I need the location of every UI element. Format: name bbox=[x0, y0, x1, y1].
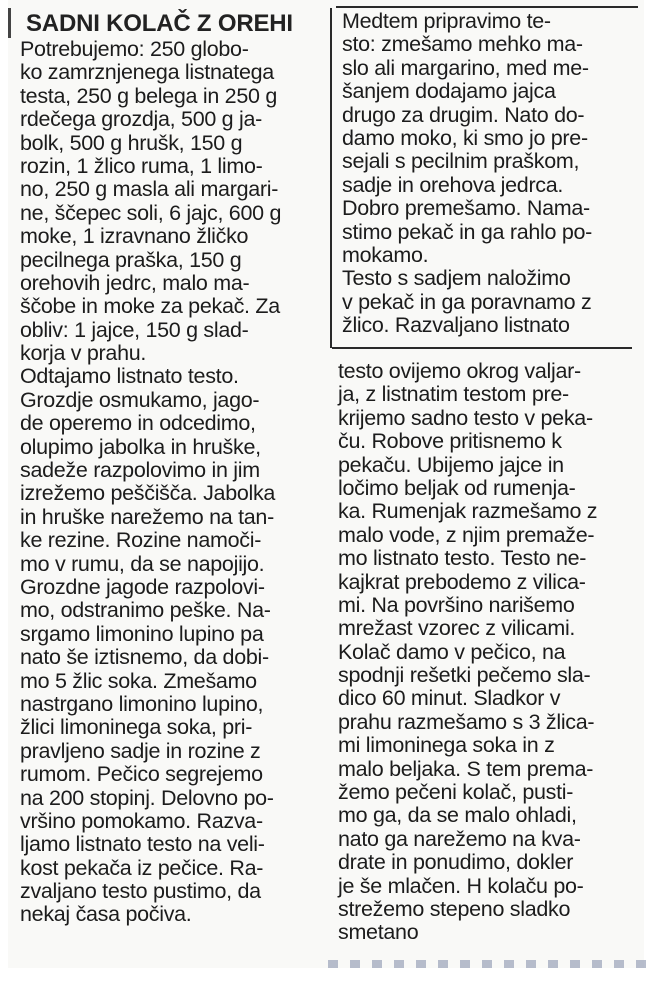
text-line: smetano bbox=[338, 920, 419, 945]
text-line: in hruške narežemo na tan- bbox=[20, 504, 274, 529]
text-line: rozin, 1 žlico ruma, 1 limo- bbox=[20, 153, 263, 178]
text-line: ja, z listnatim testom pre- bbox=[338, 382, 569, 407]
column-divider bbox=[330, 8, 332, 348]
text-line: de operemo in odcedimo, bbox=[20, 411, 256, 436]
text-line: testa, 250 g belega in 250 g bbox=[20, 83, 277, 108]
text-line: ne, ščepec soli, 6 jajc, 600 g bbox=[20, 200, 282, 225]
text-line: mo, odstranimo peške. Na- bbox=[20, 598, 271, 623]
text-line: pecilnega praška, 150 g bbox=[20, 247, 242, 272]
text-line: mokamo. bbox=[342, 242, 429, 267]
text-line: spodnji rešetki pečemo sla- bbox=[338, 663, 591, 688]
text-line: izrežemo peščišča. Jabolka bbox=[20, 481, 276, 506]
text-line: na 200 stopinj. Delovno po- bbox=[20, 785, 274, 810]
text-line: orehovih jedrc, malo ma- bbox=[20, 270, 250, 295]
text-line: Grozdne jagode razpolovi- bbox=[20, 574, 265, 599]
text-line: malo beljaka. S tem prema- bbox=[338, 756, 594, 781]
text-line: ko zamrznjenega listnatega bbox=[20, 60, 274, 85]
text-line: Kolač damo v pečico, na bbox=[338, 639, 566, 664]
text-line: mrežast vzorec z vilicami. bbox=[338, 616, 576, 641]
text-line: kost pekača iz pečice. Ra- bbox=[20, 855, 264, 880]
text-line: rdečega grozdja, 500 g ja- bbox=[20, 107, 263, 132]
text-line: nato ga narežemo na kva- bbox=[338, 826, 581, 851]
text-line: kajkrat prebodemo z vilica- bbox=[338, 569, 586, 594]
text-line: drate in ponudimo, dokler bbox=[338, 850, 574, 875]
text-line: sadeže razpolovimo in jim bbox=[20, 458, 260, 483]
text-line: olupimo jabolka in hruške, bbox=[20, 434, 261, 459]
text-line: Dobro premešamo. Nama- bbox=[342, 196, 590, 221]
text-line: šanjem dodajamo jajca bbox=[342, 79, 556, 104]
text-line: žlici limoninega soka, pri- bbox=[20, 715, 253, 740]
text-line: nastrgano limonino lupino, bbox=[20, 691, 264, 716]
text-line: ka. Rumenjak razmešamo z bbox=[338, 499, 598, 524]
right-column-top bbox=[342, 10, 634, 337]
text-line: Odtajamo listnato testo. bbox=[20, 364, 239, 389]
text-line: bolk, 500 g hrušk, 150 g bbox=[20, 130, 243, 155]
text-line: stimo pekač in ga rahlo po- bbox=[342, 219, 593, 244]
text-line: ljamo listnato testo na veli- bbox=[20, 832, 265, 857]
right-column-bottom-text bbox=[338, 360, 638, 945]
text-line: no, 250 g masla ali margari- bbox=[20, 177, 279, 202]
text-line: žlico. Razvaljano listnato bbox=[342, 313, 570, 338]
torn-edge bbox=[328, 960, 646, 968]
text-line: korja v prahu. bbox=[20, 341, 147, 366]
text-line: moke, 1 izravnano žličko bbox=[20, 224, 249, 249]
text-line: mi. Na površino narišemo bbox=[338, 592, 575, 617]
text-line: Grozdje osmukamo, jago- bbox=[20, 387, 260, 412]
left-column bbox=[20, 10, 320, 927]
text-line: sejali s pecilnim praškom, bbox=[342, 149, 580, 174]
margin-mark bbox=[8, 8, 11, 38]
text-line: Medtem pripravimo te- bbox=[342, 9, 551, 33]
newspaper-clipping bbox=[8, 0, 644, 968]
text-line: pravljeno sadje in rozine z bbox=[20, 738, 261, 763]
text-line: sadje in orehova jedrca. bbox=[342, 172, 564, 197]
text-line: rumom. Pečico segrejemo bbox=[20, 762, 263, 787]
text-line: mi limoninega soka in z bbox=[338, 733, 555, 758]
text-line: mo listnato testo. Testo ne- bbox=[338, 546, 587, 571]
text-line: testo ovijemo okrog valjar- bbox=[338, 359, 581, 383]
text-line: mo 5 žlic soka. Zmešamo bbox=[20, 668, 257, 693]
column-frame-bottom bbox=[332, 347, 632, 349]
text-line: vršino pomokamo. Razva- bbox=[20, 808, 263, 833]
text-line: krijemo sadno testo v peka- bbox=[338, 405, 593, 430]
text-line: ločimo beljak od rumenja- bbox=[338, 475, 576, 500]
text-line: mo v rumu, da se napojijo. bbox=[20, 551, 265, 576]
text-line: sto: zmešamo mehko ma- bbox=[342, 32, 583, 57]
left-column-text bbox=[20, 38, 320, 927]
text-line: obliv: 1 jajce, 150 g slad- bbox=[20, 317, 249, 342]
text-line: pekaču. Ubijemo jajce in bbox=[338, 452, 564, 477]
text-line: mo ga, da se malo ohladi, bbox=[338, 803, 577, 828]
article-title: SADNI KOLAČ Z OREHI bbox=[26, 10, 293, 37]
text-line: nato še iztisnemo, da dobi- bbox=[20, 645, 269, 670]
text-line: drugo za drugim. Nato do- bbox=[342, 102, 585, 127]
text-line: zvaljano testo pustimo, da bbox=[20, 879, 261, 904]
text-line: je še mlačen. H kolaču po- bbox=[338, 873, 584, 898]
text-line: strežemo stepeno sladko bbox=[338, 896, 571, 921]
text-line: ču. Robove pritisnemo k bbox=[338, 429, 562, 454]
right-column-top-text bbox=[342, 10, 634, 337]
text-line: prahu razmešamo s 3 žlica- bbox=[338, 709, 595, 734]
text-line: Testo s sadjem naložimo bbox=[342, 266, 571, 291]
text-line: srgamo limonino lupino pa bbox=[20, 621, 264, 646]
text-line: ke rezine. Rozine namoči- bbox=[20, 528, 262, 553]
text-line: ščobe in moke za pekač. Za bbox=[20, 294, 280, 319]
text-line: Potrebujemo: 250 globo- bbox=[20, 37, 249, 61]
text-line: damo moko, ki smo jo pre- bbox=[342, 125, 588, 150]
right-column-bottom bbox=[338, 360, 638, 945]
text-line: dico 60 minut. Sladkor v bbox=[338, 686, 561, 711]
text-line: slo ali margarino, med me- bbox=[342, 55, 589, 80]
text-line: žemo pečeni kolač, pusti- bbox=[338, 780, 574, 805]
column-frame-top bbox=[336, 6, 638, 8]
text-line: nekaj časa počiva. bbox=[20, 902, 192, 927]
text-line: malo vode, z njim premaže- bbox=[338, 522, 595, 547]
text-line: v pekač in ga poravnamo z bbox=[342, 289, 592, 314]
